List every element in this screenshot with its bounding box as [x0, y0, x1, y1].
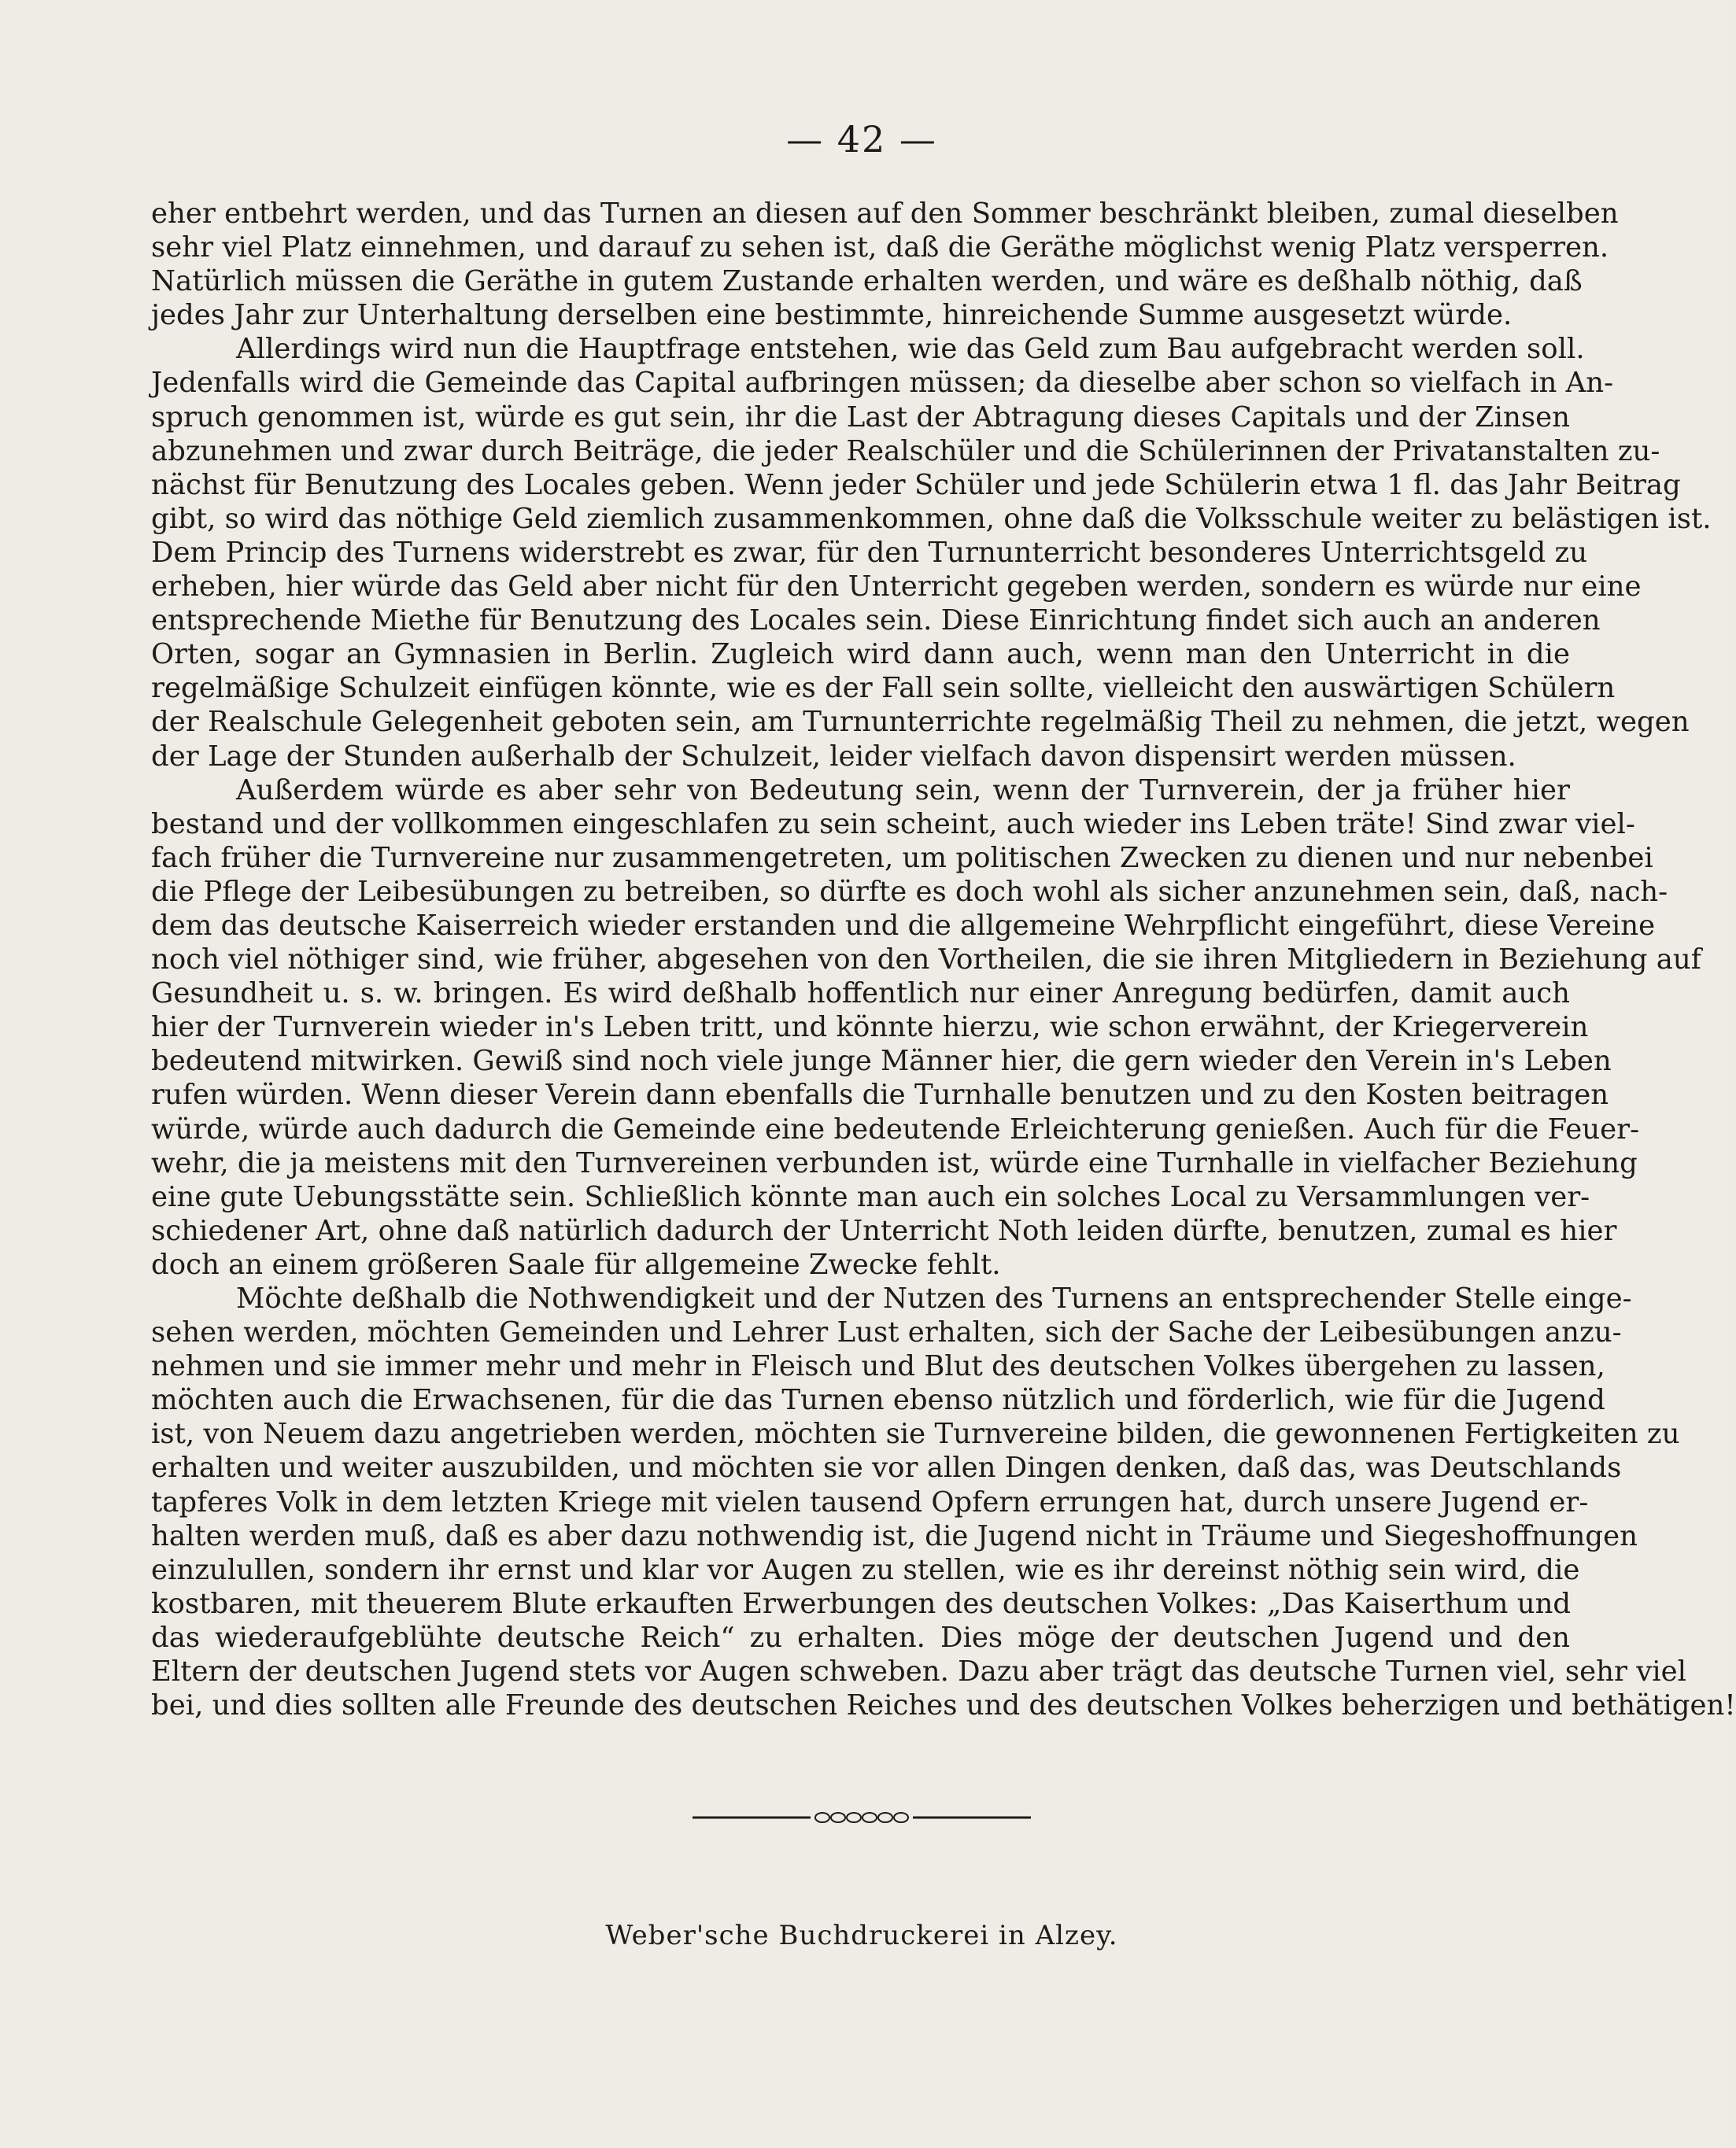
text-line: der Realschule Gelegenheit geboten sein, am Turnunterrichte regelmäßig Theil zu nehmen, die jetzt, wegen: [151, 706, 1690, 739]
text-line: sehen werden, möchten Gemeinden und Lehrer Lust erhalten, sich der Sache der Leibesübungen anzu-: [151, 1316, 1622, 1349]
printer-imprint: Weber'sche Buchdruckerei in Alzey.: [605, 1920, 1118, 1951]
text-line: doch an einem größeren Saale für allgemeine Zwecke fehlt.: [151, 1248, 1001, 1281]
text-line: abzunehmen und zwar durch Beiträge, die jeder Realschüler und die Schülerinnen der Privatanstalten zu-: [151, 434, 1660, 467]
text-line: Möchte deßhalb die Nothwendigkeit und der Nutzen des Turnens an entsprechender Stelle einge-: [236, 1283, 1632, 1315]
text-line: die Pflege der Leibesübungen zu betreiben, so dürfte es doch wohl als sicher anzunehmen sein, daß, nach-: [151, 875, 1668, 908]
text-line: gibt, so wird das nöthige Geld ziemlich zusammenkommen, ohne daß die Volksschule weiter zu belästigen ist.: [151, 502, 1712, 535]
text-line: dem das deutsche Kaiserreich wieder erstanden und die allgemeine Wehrpflicht eingeführt, diese Vereine: [151, 909, 1656, 942]
text-line: regelmäßige Schulzeit einfügen könnte, wie es der Fall sein sollte, vielleicht den auswärtigen Schülern: [151, 672, 1616, 705]
text-line: eine gute Uebungsstätte sein. Schließlich könnte man auch ein solches Local zu Versammlungen ver-: [151, 1180, 1590, 1213]
text-line: Allerdings wird nun die Hauptfrage entstehen, wie das Geld zum Bau aufgebracht werden soll.: [236, 333, 1585, 366]
text-line: jedes Jahr zur Unterhaltung derselben eine bestimmte, hinreichende Summe ausgesetzt würde.: [151, 299, 1513, 332]
text-line: ist, von Neuem dazu angetrieben werden, möchten sie Turnvereine bilden, die gewonnenen Fertigkeiten zu: [151, 1418, 1680, 1451]
text-line: Natürlich müssen die Geräthe in gutem Zustande erhalten werden, und wäre es deßhalb nöthig, daß: [151, 265, 1583, 298]
text-line: bestand und der vollkommen eingeschlafen zu sein scheint, auch wieder ins Leben träte! Sind zwar viel-: [151, 807, 1635, 840]
text-line: rufen würden. Wenn dieser Verein dann ebenfalls die Turnhalle benutzen und zu den Kosten beitragen: [151, 1079, 1609, 1112]
text-line: Eltern der deutschen Jugend stets vor Augen schweben. Dazu aber trägt das deutsche Turnen viel, sehr viel: [151, 1655, 1686, 1689]
text-line: spruch genommen ist, würde es gut sein, ihr die Last der Abtragung dieses Capitals und der Zinsen: [151, 400, 1570, 434]
text-line: nächst für Benutzung des Locales geben. Wenn jeder Schüler und jede Schülerin etwa 1 fl. das Jahr Beitrag: [151, 468, 1681, 501]
text-line: kostbaren, mit theuerem Blute erkauften Erwerbungen des deutschen Volkes: „Das Kaiserthum und: [151, 1587, 1572, 1620]
text-line: Gesundheit u. s. w. bringen. Es wird deßhalb hoffentlich nur einer Anregung bedürfen, damit auch: [151, 977, 1570, 1010]
text-line: Außerdem würde es aber sehr von Bedeutung sein, wenn der Turnverein, der ja früher hier: [236, 773, 1570, 806]
text-line: möchten auch die Erwachsenen, für die das Turnen ebenso nützlich und förderlich, wie für die Jugend: [151, 1384, 1605, 1417]
text-line: der Lage der Stunden außerhalb der Schulzeit, leider vielfach davon dispensirt werden müssen.: [151, 740, 1516, 773]
text-line: einzulullen, sondern ihr ernst und klar vor Augen zu stellen, wie es ihr dereinst nöthig sein wird, die: [151, 1553, 1580, 1586]
text-line: schiedener Art, ohne daß natürlich dadurch der Unterricht Noth leiden dürfte, benutzen, zumal es hier: [151, 1214, 1617, 1247]
text-line: bei, und dies sollten alle Freunde des deutschen Reiches und des deutschen Volkes beherzigen und bethätigen!: [151, 1689, 1736, 1722]
text-line: noch viel nöthiger sind, wie früher, abgesehen von den Vortheilen, die sie ihren Mitgliedern in Beziehung auf: [151, 943, 1701, 976]
text-line: fach früher die Turnvereine nur zusammengetreten, um politischen Zwecken zu dienen und nur nebenbei: [151, 841, 1653, 874]
text-line: eher entbehrt werden, und das Turnen an diesen auf den Sommer beschränkt bleiben, zumal dieselben: [151, 197, 1619, 230]
text-line: sehr viel Platz einnehmen, und darauf zu sehen ist, daß die Geräthe möglichst wenig Platz versperren.: [151, 231, 1609, 264]
text-line: erhalten und weiter auszubilden, und möchten sie vor allen Dingen denken, daß das, was Deutschlands: [151, 1452, 1622, 1485]
text-line: wehr, die ja meistens mit den Turnvereinen verbunden ist, würde eine Turnhalle in vielfacher Beziehung: [151, 1146, 1638, 1179]
text-line: hier der Turnverein wieder in's Leben tritt, und könnte hierzu, wie schon erwähnt, der Kriegerverein: [151, 1011, 1589, 1044]
text-line: das wiederaufgeblühte deutsche Reich“ zu erhalten. Dies möge der deutschen Jugend und den: [151, 1621, 1570, 1654]
text-line: Orten, sogar an Gymnasien in Berlin. Zugleich wird dann auch, wenn man den Unterricht in die: [151, 638, 1570, 671]
text-line: bedeutend mitwirken. Gewiß sind noch viele junge Männer hier, die gern wieder den Verein in's Leben: [151, 1045, 1612, 1078]
text-line: nehmen und sie immer mehr und mehr in Fleisch und Blut des deutschen Volkes übergehen zu lassen,: [151, 1350, 1605, 1383]
text-line: erheben, hier würde das Geld aber nicht für den Unterricht gegeben werden, sondern es würde nur eine: [151, 570, 1642, 603]
text-line: tapferes Volk in dem letzten Kriege mit vielen tausend Opfern errungen hat, durch unsere Jugend er-: [151, 1486, 1589, 1519]
page-number: — 42 —: [786, 118, 937, 161]
text-line: würde, würde auch dadurch die Gemeinde eine bedeutende Erleichterung genießen. Auch für die Feuer-: [151, 1113, 1640, 1146]
body-text: [151, 197, 1736, 1722]
text-line: Jedenfalls wird die Gemeinde das Capital aufbringen müssen; da dieselbe aber schon so vielfach in An-: [151, 367, 1614, 400]
text-line: halten werden muß, daß es aber dazu nothwendig ist, die Jugend nicht in Träume und Siegeshoffnungen: [151, 1519, 1638, 1552]
text-line: Dem Princip des Turnens widerstrebt es zwar, für den Turnunterricht besonderes Unterrichtsgeld zu: [151, 536, 1588, 569]
text-line: entsprechende Miethe für Benutzung des Locales sein. Diese Einrichtung findet sich auch an anderen: [151, 604, 1601, 637]
ornament-divider-icon: [693, 1808, 1031, 1827]
